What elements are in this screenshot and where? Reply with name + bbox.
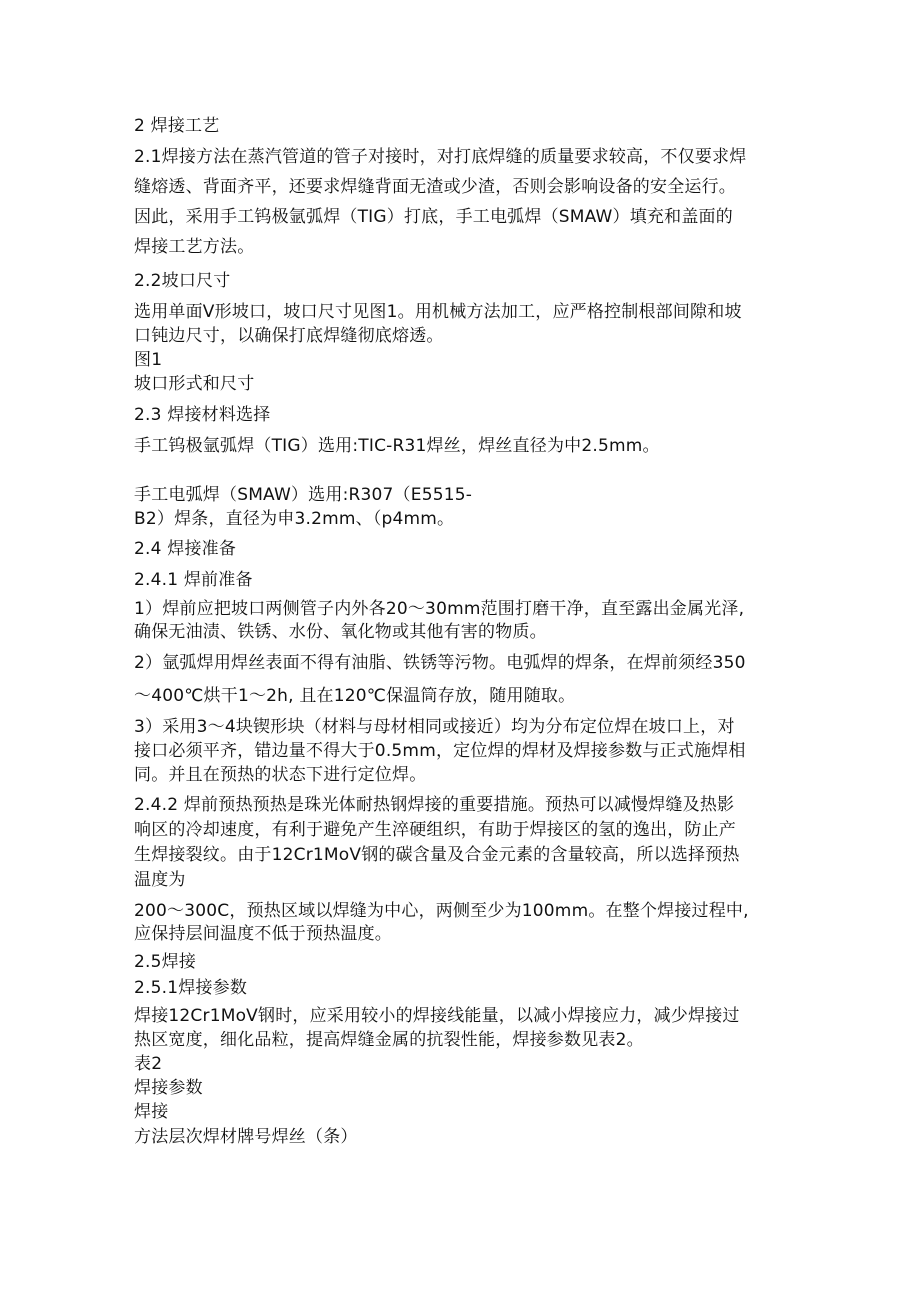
paragraph-line: 同。并且在预热的状态下进行定位焊。 — [134, 765, 427, 785]
table-header-line: 方法层次焊材牌号焊丝（条） — [134, 1127, 358, 1147]
subsection-heading: 2.4.1 焊前准备 — [134, 570, 253, 590]
subsection-heading: 2.2坡口尺寸 — [134, 271, 231, 291]
paragraph-line: 200～300C，预热区域以焊缝为中心，两侧至少为100mm。在整个焊接过程中, — [134, 901, 749, 921]
paragraph-line: 手工电弧焊（SMAW）选用:R307（E5515- — [134, 485, 473, 505]
table-header-line: 焊接 — [134, 1102, 169, 1122]
paragraph-line: ～400℃烘干1～2h, 且在120℃保温筒存放，随用随取。 — [134, 686, 576, 706]
paragraph-line: 焊接12Cr1MoV钢时，应采用较小的焊接线能量，以减小焊接应力，减少焊接过 — [134, 1006, 740, 1026]
subsection-heading: 2.5焊接 — [134, 952, 197, 972]
table-caption: 焊接参数 — [134, 1078, 203, 1098]
paragraph-line: 因此，采用手工钨极氩弧焊（TIG）打底，手工电弧焊（SMAW）填充和盖面的 — [134, 207, 733, 227]
paragraph-line: 确保无油渍、铁锈、水份、氧化物或其他有害的物质。 — [134, 622, 547, 642]
paragraph-line: 缝熔透、背面齐平，还要求焊缝背面无渣或少渣，否则会影响设备的安全运行。 — [134, 177, 736, 197]
paragraph-line: 1）焊前应把坡口两侧管子内外各20～30mm范围打磨干净，直至露出金属光泽, — [134, 599, 745, 619]
paragraph-line: 3）采用3～4块锲形块（材料与母材相同或接近）均为分布定位焊在坡口上，对 — [134, 717, 735, 737]
paragraph-line: 应保持层间温度不低于预热温度。 — [134, 924, 392, 944]
figure-label: 图1 — [134, 350, 163, 370]
paragraph-line: 2）氩弧焊用焊丝表面不得有油脂、铁锈等污物。电弧焊的焊条，在焊前须经350 — [134, 653, 746, 673]
subsection-heading: 2.4 焊接准备 — [134, 539, 237, 559]
subsection-heading: 2.4.2 焊前预热预热是珠光体耐热钢焊接的重要措施。预热可以减慢焊缝及热影 — [134, 795, 735, 815]
paragraph-line: 温度为 — [134, 870, 186, 890]
figure-caption: 坡口形式和尺寸 — [134, 374, 255, 394]
paragraph-line: 选用单面V形坡口，坡口尺寸见图1。用机械方法加工，应严格控制根部间隙和坡 — [134, 302, 742, 322]
section-heading: 2 焊接工艺 — [134, 116, 220, 136]
paragraph-line: 响区的冷却速度，有利于避免产生淬硬组织，有助于焊接区的氢的逸出，防止产 — [134, 820, 736, 840]
table-label: 表2 — [134, 1054, 163, 1074]
paragraph-line: 焊接工艺方法。 — [134, 237, 255, 257]
subsection-heading: 2.3 焊接材料选择 — [134, 405, 271, 425]
paragraph-line: 接口必须平齐，错边量不得大于0.5mm，定位焊的焊材及焊接参数与正式施焊相 — [134, 741, 746, 761]
paragraph-line: B2）焊条，直径为申3.2mm、（p4mm。 — [134, 509, 455, 529]
paragraph-line: 手工钨极氩弧焊（TIG）选用:TIC-R31焊丝，焊丝直径为中2.5mm。 — [134, 436, 660, 456]
paragraph-line: 2.1焊接方法在蒸汽管道的管子对接时，对打底焊缝的质量要求较高，不仅要求焊 — [134, 147, 747, 167]
paragraph-line: 热区宽度，细化品粒，提高焊缝金属的抗裂性能，焊接参数见表2。 — [134, 1030, 644, 1050]
subsection-heading: 2.5.1焊接参数 — [134, 978, 248, 998]
paragraph-line: 口钝边尺寸，以确保打底焊缝彻底熔透。 — [134, 326, 444, 346]
paragraph-line: 生焊接裂纹。由于12Cr1MoV钢的碳含量及合金元素的含量较高，所以选择预热 — [134, 845, 740, 865]
